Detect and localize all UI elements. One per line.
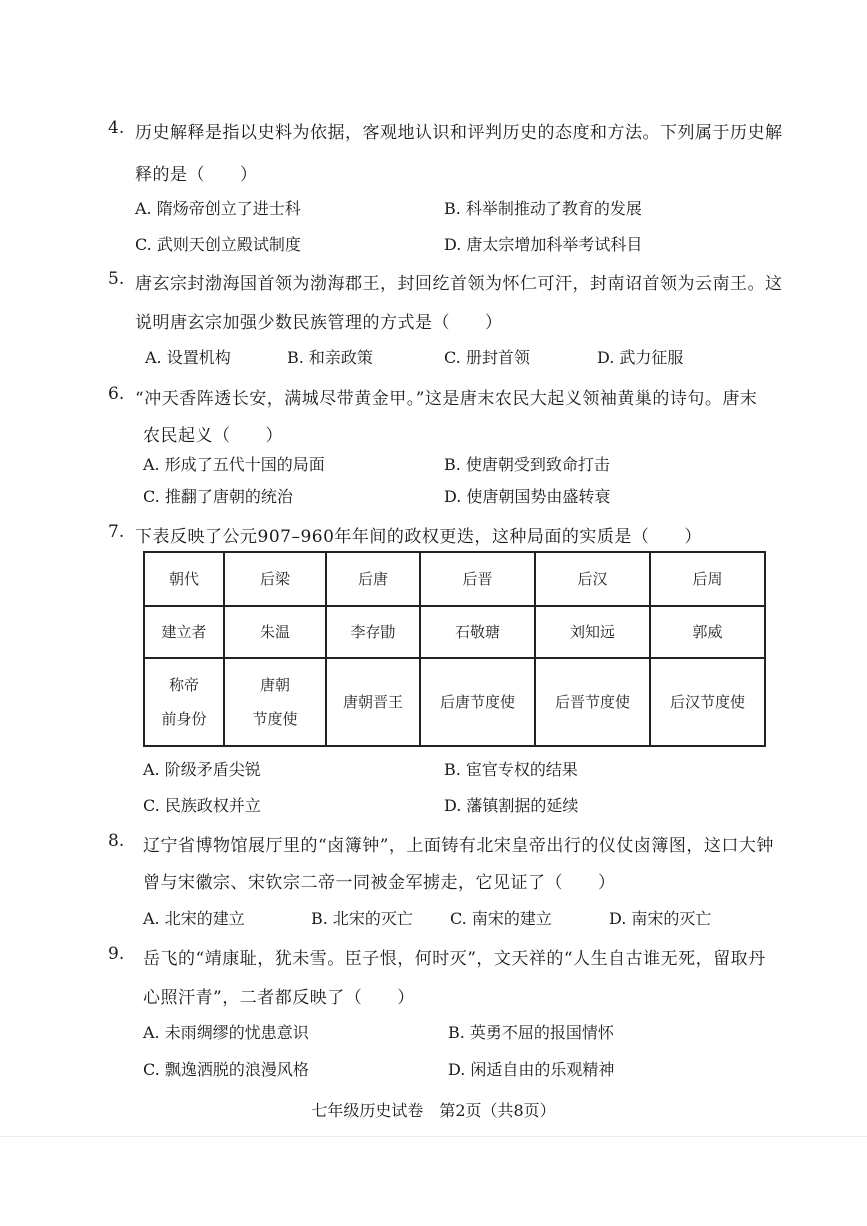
question-5-option-b: B. 和亲政策	[287, 348, 373, 367]
question-5-number: 5.	[108, 269, 125, 289]
table-row-prior-identity	[144, 658, 765, 746]
question-5-option-d: D. 武力征服	[597, 348, 684, 367]
table-cell: 后汉节度使	[650, 658, 765, 746]
question-5-text-line-1: 唐玄宗封渤海国首领为渤海郡王，封回纥首领为怀仁可汗，封南诏首领为云南王。这	[135, 274, 783, 294]
question-4-text-line-2: 释的是（ ）	[135, 165, 258, 185]
question-8-option-b: B. 北宋的灭亡	[311, 909, 413, 928]
question-7-number: 7.	[108, 522, 125, 542]
question-9-option-d: D. 闲适自由的乐观精神	[448, 1060, 615, 1079]
table-cell: 后唐节度使	[420, 658, 535, 746]
question-8-text-line-2: 曾与宋徽宗、宋钦宗二帝一同被金军掳走，它见证了（ ）	[143, 873, 616, 893]
question-4-option-a: A. 隋炀帝创立了进士科	[135, 199, 301, 218]
question-4-text-line-1: 历史解释是指以史料为依据，客观地认识和评判历史的态度和方法。下列属于历史解	[135, 123, 783, 143]
question-7-option-d: D. 藩镇割据的延续	[444, 796, 579, 815]
question-6-text-line-2: 农民起义（ ）	[143, 426, 283, 446]
table-cell: 后晋节度使	[535, 658, 650, 746]
question-7-text-line-1: 下表反映了公元907–960年年间的政权更迭，这种局面的实质是（ ）	[135, 527, 702, 547]
question-6-text-line-1: “冲天香阵透长安，满城尽带黄金甲。”这是唐末农民大起义领袖黄巢的诗句。唐末	[135, 389, 758, 409]
question-5-option-a: A. 设置机构	[145, 348, 231, 367]
scan-edge-divider	[0, 1136, 867, 1137]
question-7-option-c: C. 民族政权并立	[143, 796, 261, 815]
table-cell: 后周	[650, 552, 765, 606]
table-row-dynasty	[144, 552, 765, 606]
table-cell: 后汉	[535, 552, 650, 606]
table-cell: 石敬瑭	[420, 606, 535, 658]
question-4-number: 4.	[108, 118, 125, 138]
question-9-text-line-2: 心照汗青”，二者都反映了（ ）	[143, 988, 415, 1008]
question-7-option-b: B. 宦官专权的结果	[444, 760, 578, 779]
question-4-option-c: C. 武则天创立殿试制度	[135, 235, 301, 254]
table-cell: 郭威	[650, 606, 765, 658]
question-8-option-a: A. 北宋的建立	[143, 909, 245, 928]
question-4-option-b: B. 科举制推动了教育的发展	[444, 199, 642, 218]
question-4-option-d: D. 唐太宗增加科举考试科目	[444, 235, 643, 254]
question-8-number: 8.	[108, 831, 125, 851]
question-6-number: 6.	[108, 384, 125, 404]
table-cell: 唐朝晋王	[326, 658, 420, 746]
question-6-option-c: C. 推翻了唐朝的统治	[143, 487, 293, 506]
page-footer: 七年级历史试卷 第2页（共8页）	[311, 1101, 556, 1120]
table-row-founder	[144, 606, 765, 658]
question-8-text-line-1: 辽宁省博物馆展厅里的“卤簿钟”，上面铸有北宋皇帝出行的仪仗卤簿图，这口大钟	[143, 836, 774, 856]
question-9-text-line-1: 岳飞的“靖康耻，犹未雪。臣子恨，何时灭”，文天祥的“人生自古谁无死，留取丹	[143, 949, 766, 969]
question-6-option-d: D. 使唐朝国势由盛转衰	[444, 487, 611, 506]
table-cell: 朱温	[224, 606, 326, 658]
table-cell: 李存勖	[326, 606, 420, 658]
question-7-option-a: A. 阶级矛盾尖锐	[143, 760, 261, 779]
question-9-number: 9.	[108, 944, 125, 964]
question-6-option-b: B. 使唐朝受到致命打击	[444, 455, 610, 474]
question-5-option-c: C. 册封首领	[444, 348, 530, 367]
table-cell: 刘知远	[535, 606, 650, 658]
table-cell: 称帝 前身份	[144, 658, 224, 746]
question-5-text-line-2: 说明唐玄宗加强少数民族管理的方式是（ ）	[135, 313, 503, 333]
table-cell: 后梁	[224, 552, 326, 606]
question-9-option-a: A. 未雨绸缪的忧患意识	[143, 1023, 309, 1042]
table-cell: 后唐	[326, 552, 420, 606]
table-cell: 朝代	[144, 552, 224, 606]
question-6-option-a: A. 形成了五代十国的局面	[143, 455, 325, 474]
question-9-option-c: C. 飘逸洒脱的浪漫风格	[143, 1060, 309, 1079]
table-cell: 唐朝 节度使	[224, 658, 326, 746]
question-8-option-d: D. 南宋的灭亡	[609, 909, 712, 928]
dynasty-succession-table	[143, 551, 766, 747]
table-cell: 建立者	[144, 606, 224, 658]
question-8-option-c: C. 南宋的建立	[450, 909, 552, 928]
table-cell: 后晋	[420, 552, 535, 606]
question-9-option-b: B. 英勇不屈的报国情怀	[448, 1023, 614, 1042]
